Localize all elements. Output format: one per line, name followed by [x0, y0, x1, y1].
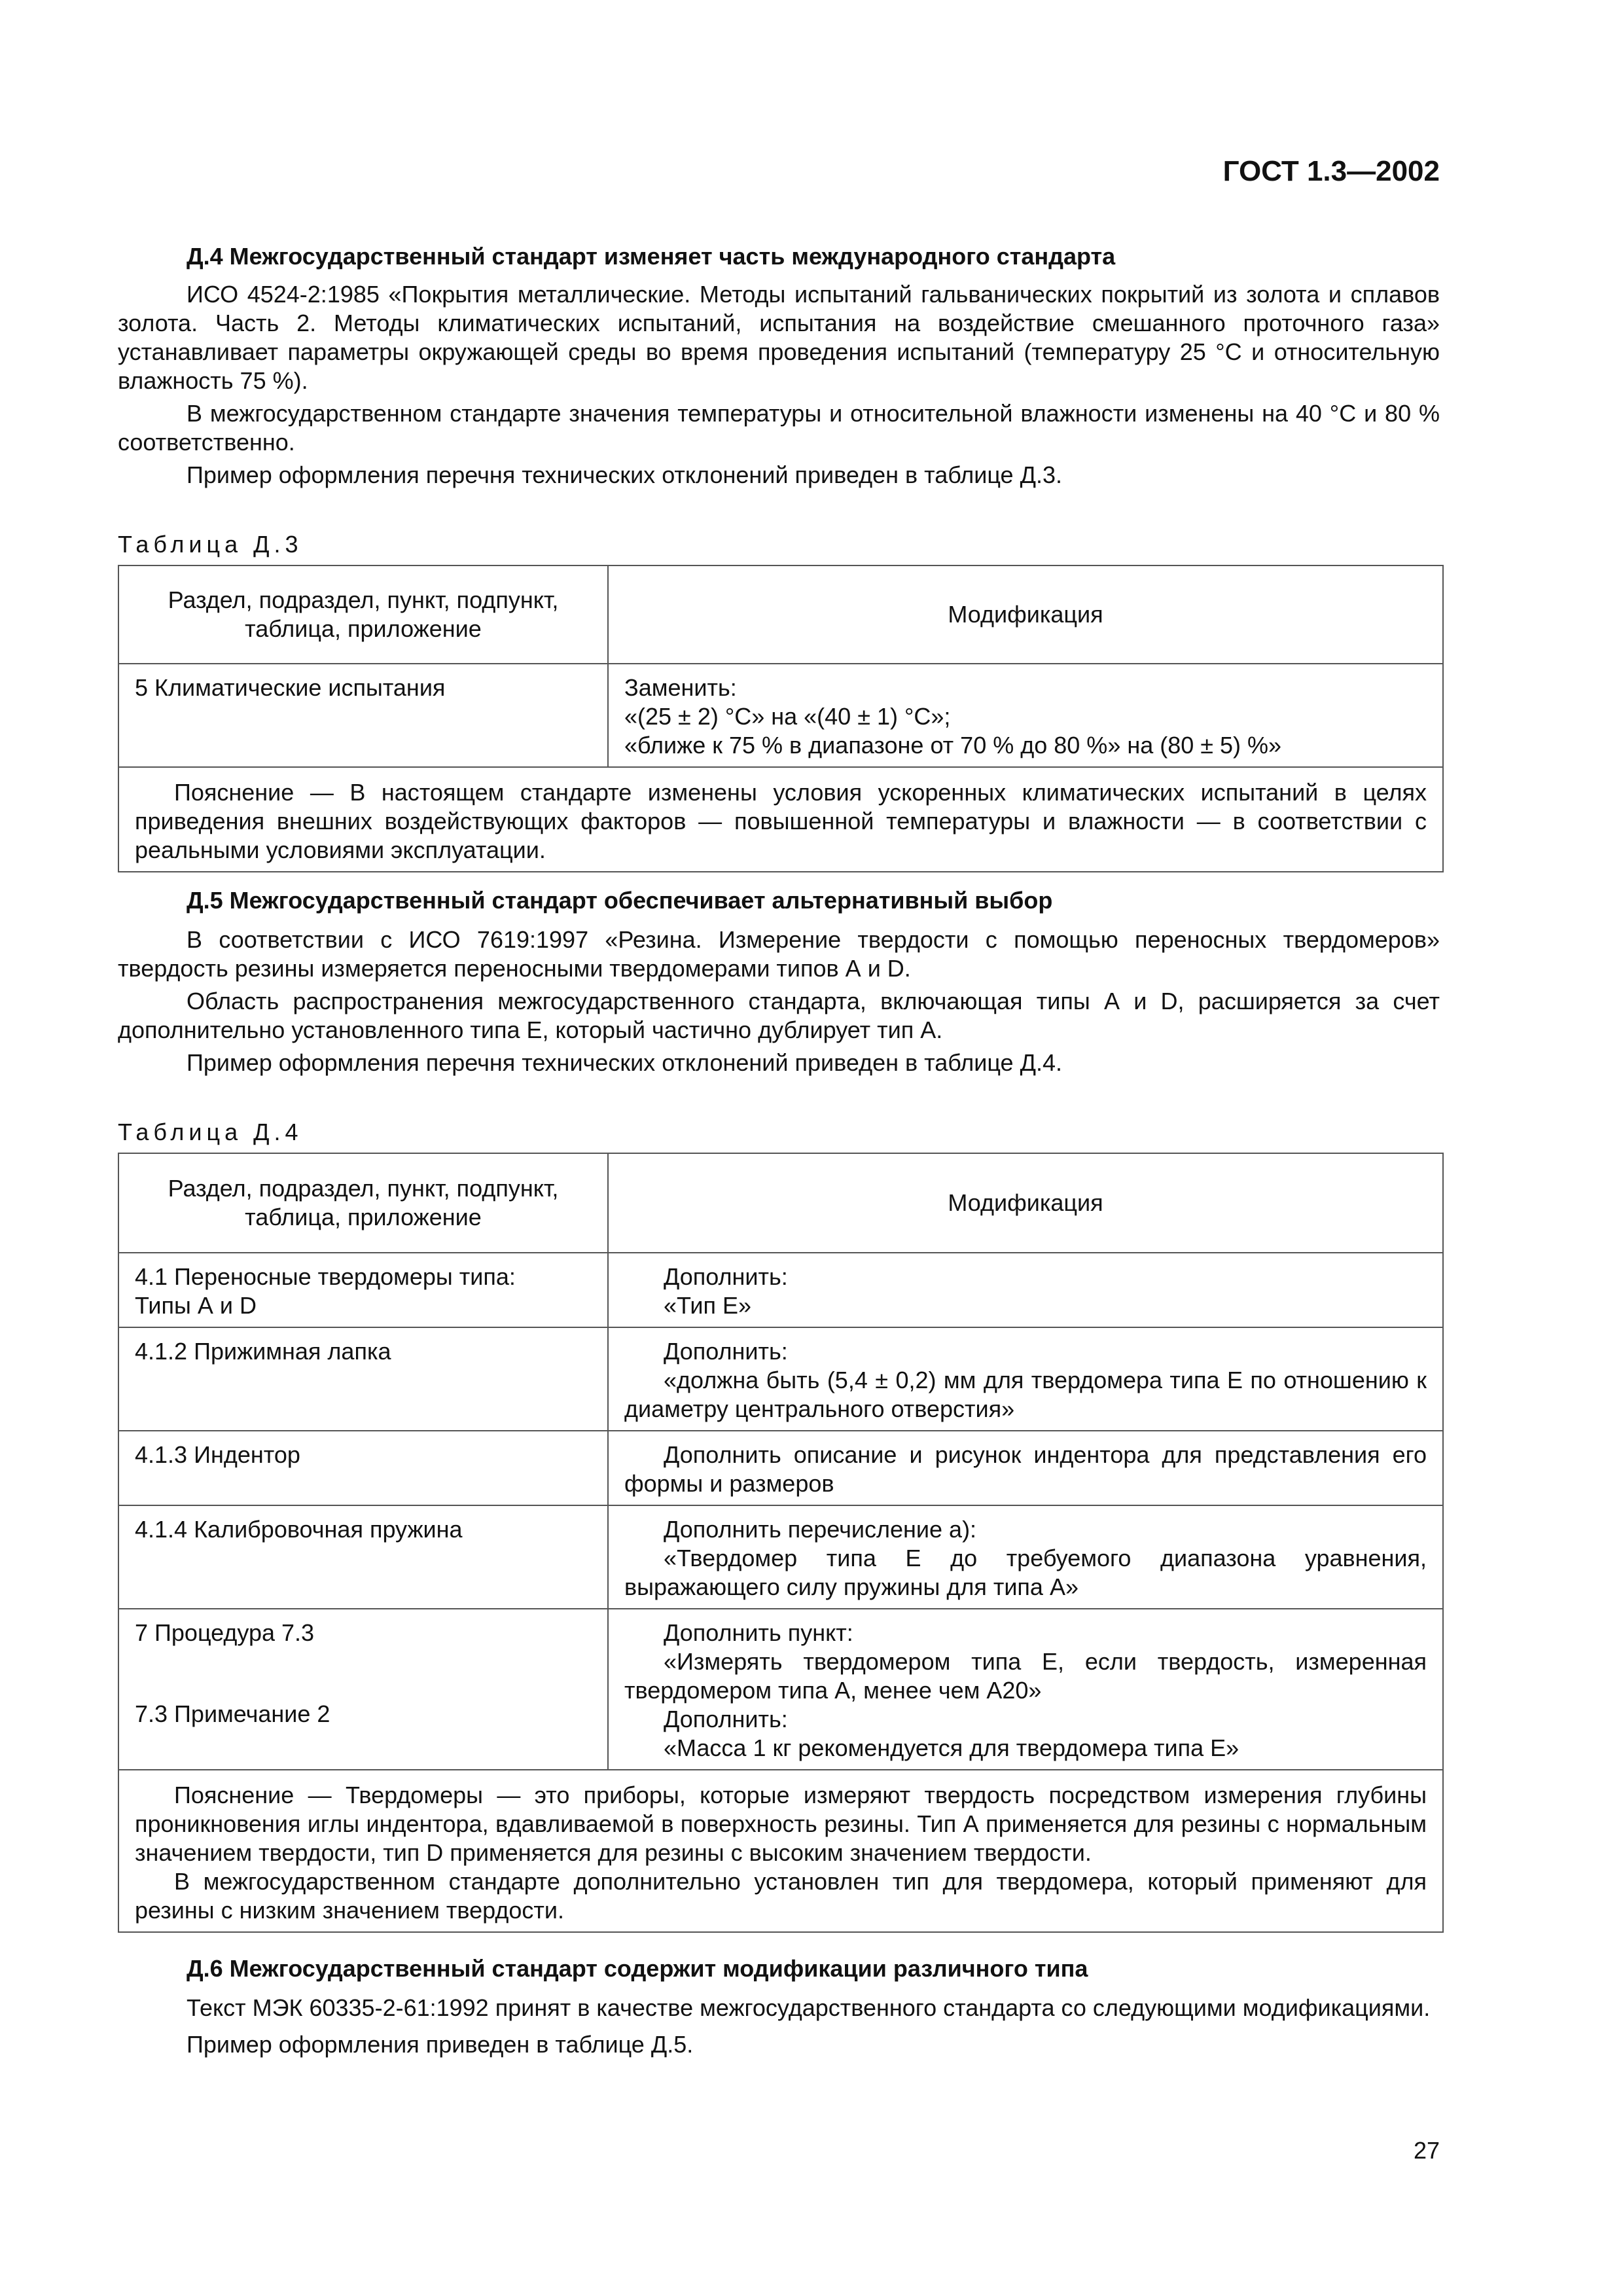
section-d5-paragraph-3: Пример оформления перечня технических отклонений приведен в таблице Д.4.: [187, 1049, 1062, 1076]
section-d6-body: [118, 1994, 1440, 2059]
section-d5-paragraph-1: В соответствии с ИСО 7619:1997 «Резина. Измерение твердости с помощью переносных твердомеров» твердость резины измеряется переносными твердомерами типов А и D.: [118, 926, 1440, 982]
section-d5-paragraph-2: Область распространения межгосударственного стандарта, включающая типы А и D, расширяется за счет дополнительно установленного типа Е, который частично дублирует тип А.: [118, 988, 1440, 1043]
table-row: [118, 1431, 1443, 1505]
section-d6-paragraph-1: Текст МЭК 60335-2-61:1992 принят в качестве межгосударственного стандарта со следующими модификациями.: [187, 1994, 1431, 2021]
table-d3-caption: Таблица Д.3: [118, 531, 303, 558]
table-d4-row5-left: 7 Процедура 7.3 7.3 Примечание 2: [118, 1609, 608, 1770]
section-d6-heading: Д.6 Межгосударственный стандарт содержит модификации различного типа: [187, 1955, 1088, 1982]
section-d4-paragraph-3: Пример оформления перечня технических отклонений приведен в таблице Д.3.: [187, 461, 1062, 488]
table-d4-caption: Таблица Д.4: [118, 1119, 303, 1145]
table-d3-header-row: [118, 565, 1443, 664]
table-d3-header-col2: Модификация: [608, 565, 1443, 664]
table-row: [118, 664, 1443, 767]
table-row: [118, 1253, 1443, 1327]
table-d4-row5-right: Дополнить пункт: «Измерять твердомером типа Е, если твердость, измеренная твердомером типа А, менее чем А20» Дополнить: «Масса 1 кг рекомендуется для твердомера типа Е»: [608, 1609, 1443, 1770]
table-d4: [118, 1153, 1444, 1933]
table-d3-note: Пояснение — В настоящем стандарте изменены условия ускоренных климатических испытаний в целях приведения внешних воздействующих факторов — повышенной температуры и влажности — в соответствии с реальными условиями эксплуатации.: [118, 767, 1443, 872]
table-d3-row1-right: Заменить: «(25 ± 2) °С» на «(40 ± 1) °С»; «ближе к 75 % в диапазоне от 70 % до 80 %» на (80 ± 5) %»: [608, 664, 1443, 767]
table-d4-row2-right: Дополнить: «должна быть (5,4 ± 0,2) мм для твердомера типа Е по отношению к диаметру центрального отверстия»: [608, 1327, 1443, 1431]
table-d4-note: Пояснение — Твердомеры — это приборы, которые измеряют твердость посредством измерения глубины проникновения иглы индентора, вдавливаемой в поверхность резины. Тип А применяется для резины с нормальным значением твердости, тип D применяется для резины с высоким значением твердости. В межгосударственном стандарте дополнительно установлен тип для твердомера, который применяют для резины с низким значением твердости.: [118, 1770, 1443, 1932]
table-d4-row3-left: 4.1.3 Индентор: [118, 1431, 608, 1505]
page-number: 27: [1413, 2137, 1440, 2164]
standard-id: ГОСТ 1.3—2002: [1222, 155, 1440, 187]
table-d3-header-col1: Раздел, подраздел, пункт, подпункт, таблица, приложение: [118, 565, 608, 664]
table-d4-header-col1: Раздел, подраздел, пункт, подпункт, таблица, приложение: [118, 1153, 608, 1253]
table-d4-row4-right: Дополнить перечисление а): «Твердомер типа Е до требуемого диапазона уравнения, выражающего силу пружины для типа А»: [608, 1505, 1443, 1609]
table-d4-row1-right: Дополнить: «Тип Е»: [608, 1253, 1443, 1327]
section-d4-heading: Д.4 Межгосударственный стандарт изменяет часть международного стандарта: [187, 243, 1116, 270]
table-d4-row3-right: Дополнить описание и рисунок индентора для представления его формы и размеров: [608, 1431, 1443, 1505]
table-d4-header-col2: Модификация: [608, 1153, 1443, 1253]
table-d3-note-row: [118, 767, 1443, 872]
table-row: [118, 1505, 1443, 1609]
table-d4-header-row: [118, 1153, 1443, 1253]
section-d5-body: [118, 925, 1440, 1077]
section-d4-paragraph-2: В межгосударственном стандарте значения температуры и относительной влажности изменены на 40 °С и 80 % соответственно.: [118, 400, 1440, 456]
table-d3: [118, 565, 1444, 872]
table-d4-row2-left: 4.1.2 Прижимная лапка: [118, 1327, 608, 1431]
table-d3-row1-left: 5 Климатические испытания: [118, 664, 608, 767]
table-row: [118, 1327, 1443, 1431]
table-row: [118, 1609, 1443, 1770]
section-d5-heading: Д.5 Межгосударственный стандарт обеспечивает альтернативный выбор: [187, 887, 1053, 914]
section-d6-paragraph-2: Пример оформления приведен в таблице Д.5.: [187, 2031, 694, 2058]
table-d4-row4-left: 4.1.4 Калибровочная пружина: [118, 1505, 608, 1609]
table-d4-row1-left: 4.1 Переносные твердомеры типа: Типы А и D: [118, 1253, 608, 1327]
table-d4-note-row: [118, 1770, 1443, 1932]
section-d4-body: [118, 280, 1440, 490]
section-d4-paragraph-1: ИСО 4524-2:1985 «Покрытия металлические. Методы испытаний гальванических покрытий из золота и сплавов золота. Часть 2. Методы климатических испытаний, испытания на воздействие смешанного проточного газа» устанавливает параметры окружающей среды во время проведения испытаний (температуру 25 °С и относительную влажность 75 %).: [118, 281, 1440, 394]
